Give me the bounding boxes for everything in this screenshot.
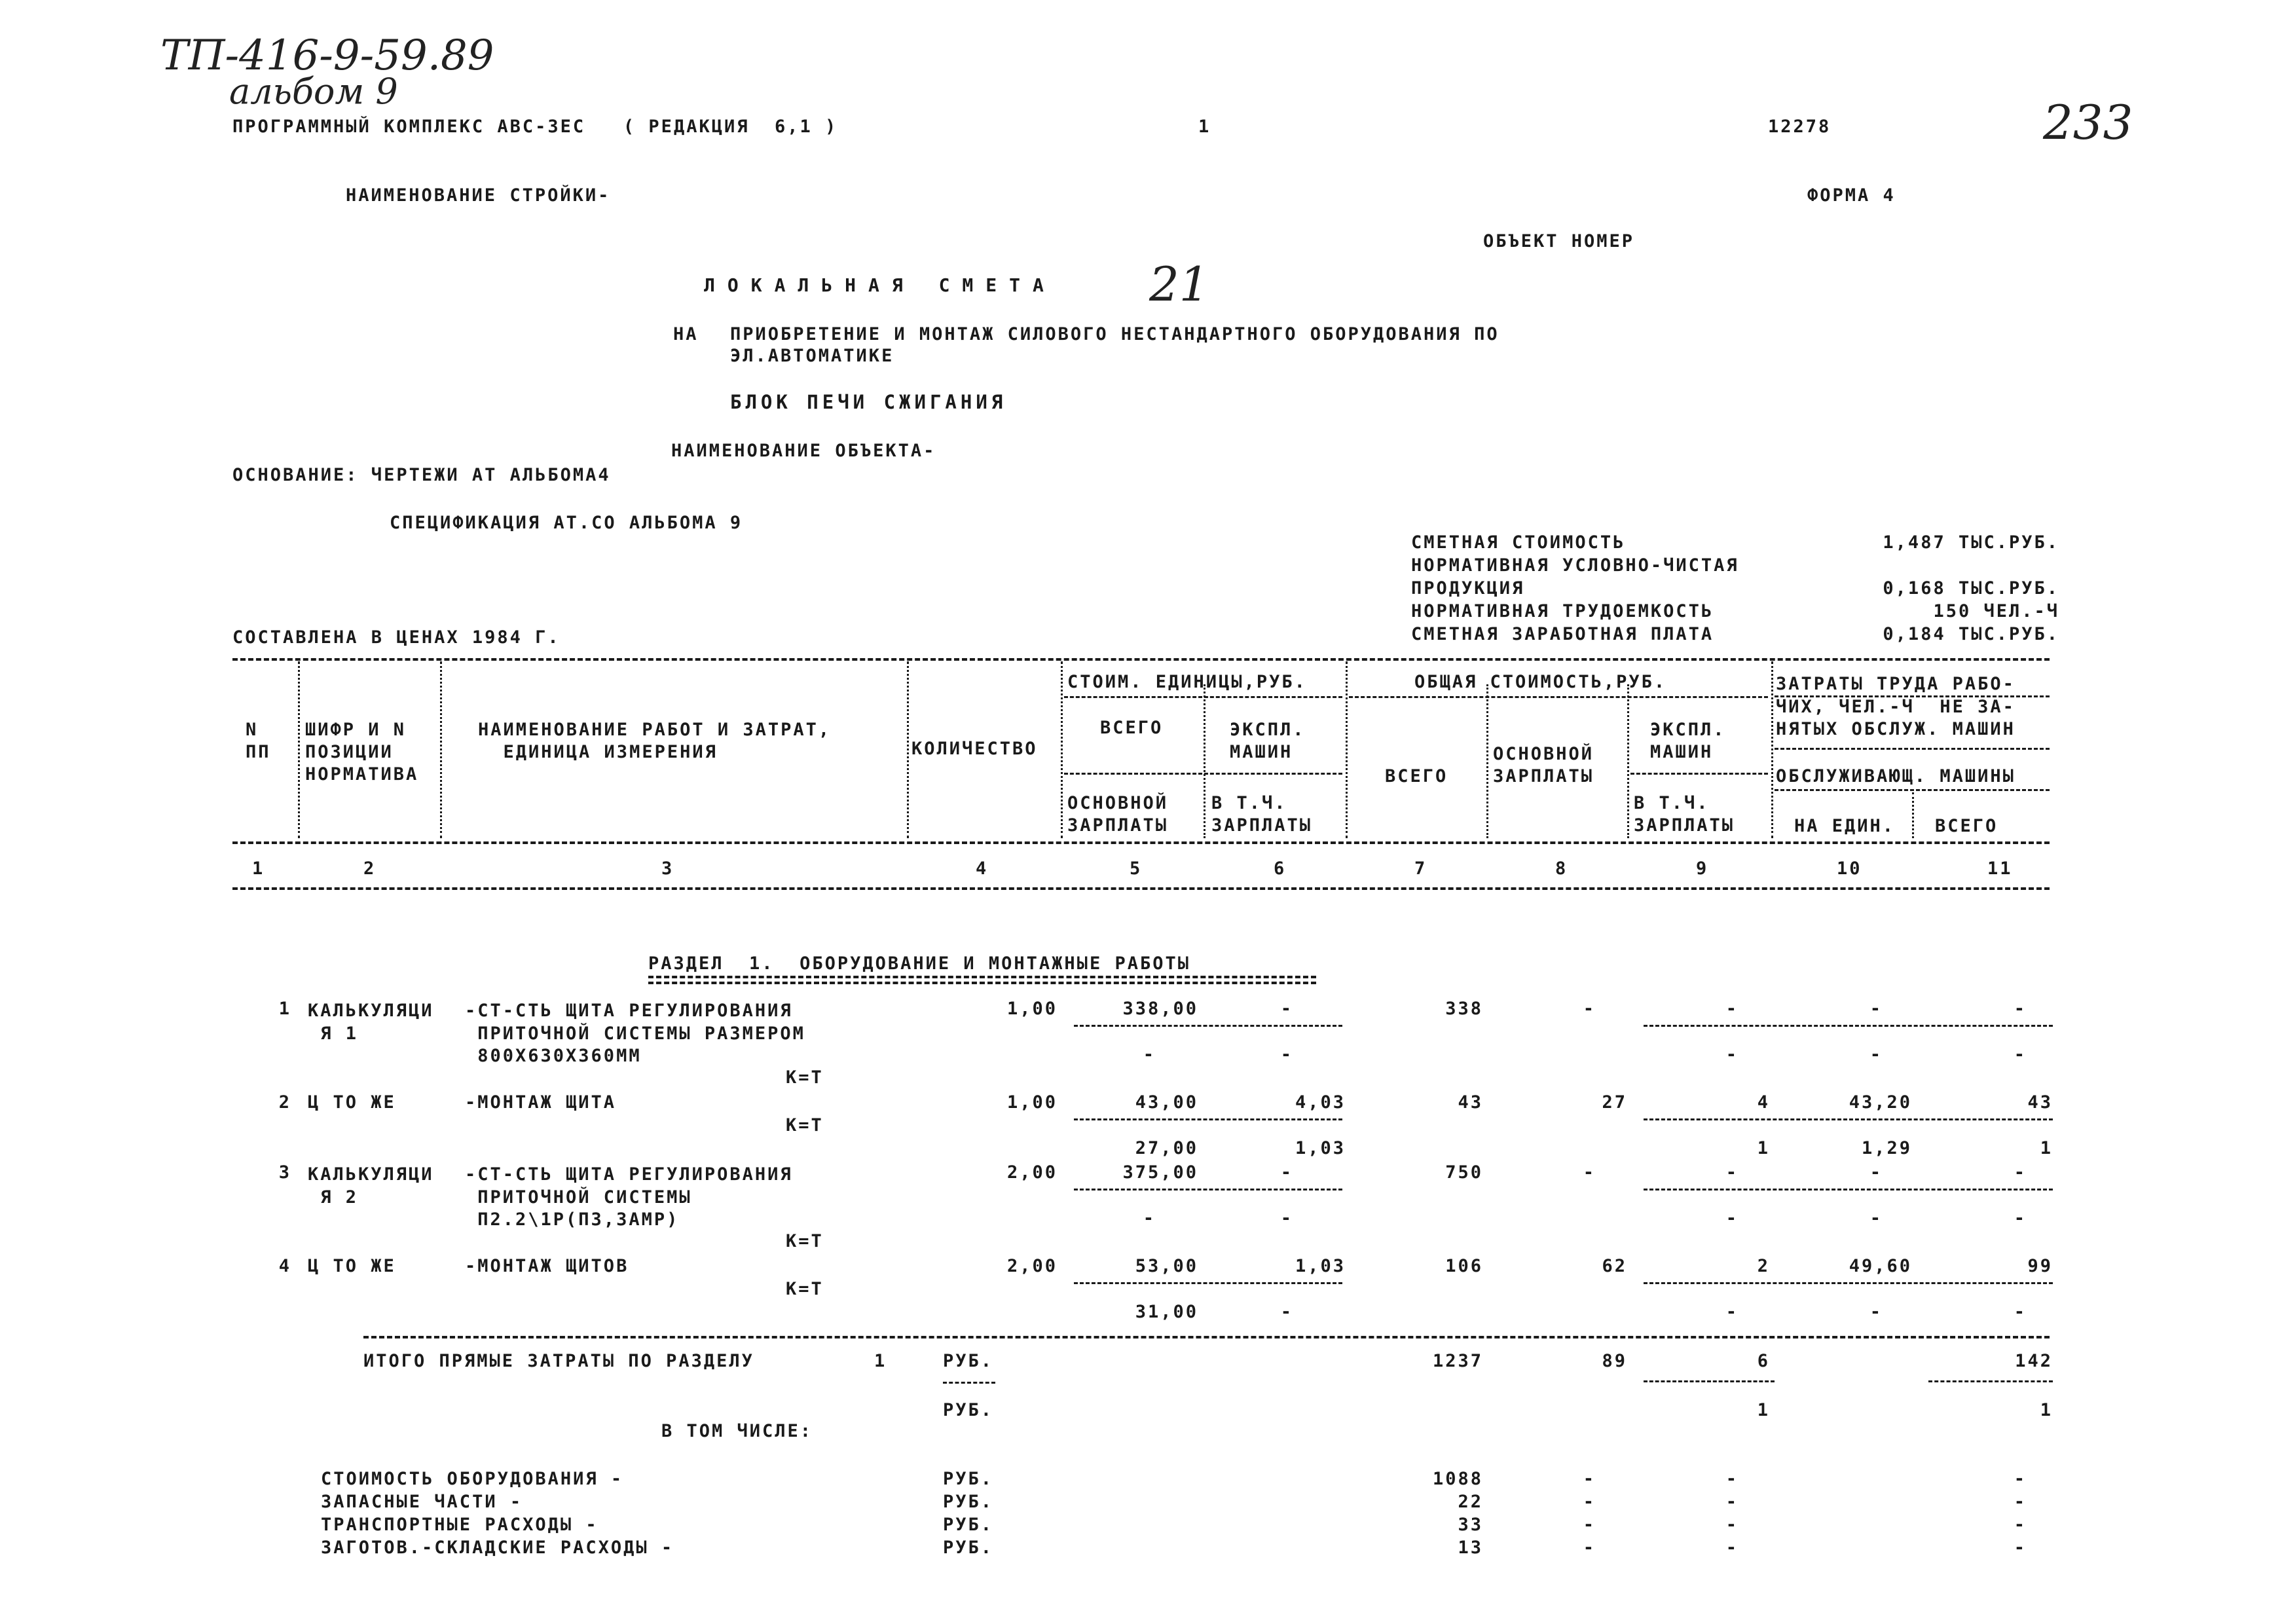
totals-basic-wage: 89	[1602, 1351, 1627, 1371]
header-col-5a: ВСЕГО	[1100, 718, 1164, 738]
form-label: ФОРМА 4	[1807, 185, 1896, 206]
breakdown-basic: -	[1583, 1492, 1596, 1512]
col-number: 7	[1414, 858, 1427, 879]
breakdown-label: ЗАПАСНЫЕ ЧАСТИ -	[321, 1492, 523, 1512]
row-total: 338	[1445, 999, 1483, 1019]
row-kt: К=Т	[786, 1067, 824, 1088]
row-machines-wage: -	[1725, 1302, 1739, 1322]
section-title: РАЗДЕЛ 1. ОБОРУДОВАНИЕ И МОНТАЖНЫЕ РАБОТЫ	[648, 953, 1190, 974]
breakdown-machines: -	[1725, 1538, 1739, 1558]
breakdown-machines: -	[1725, 1515, 1739, 1535]
table-row	[0, 1257, 2282, 1329]
handwritten-album: альбом 9	[229, 71, 398, 112]
header-col-2: ШИФР И N ПОЗИЦИИ НОРМАТИВА	[305, 720, 419, 784]
row-unit-machines: -	[1280, 999, 1293, 1019]
breakdown-basic: -	[1583, 1469, 1596, 1489]
col-number: 9	[1696, 858, 1709, 879]
breakdown-labor: -	[2014, 1538, 2027, 1558]
breakdown-total: 13	[1458, 1538, 1483, 1558]
object-name-label: НАИМЕНОВАНИЕ ОБЪЕКТА-	[671, 441, 936, 461]
breakdown-total: 1088	[1432, 1469, 1483, 1489]
summary-label: НОРМАТИВНАЯ УСЛОВНО-ЧИСТАЯ	[1411, 555, 1739, 576]
header-col-6b: В Т.Ч. ЗАРПЛАТЫ	[1211, 793, 1313, 836]
row-name: -МОНТАЖ ЩИТА	[465, 1092, 617, 1113]
summary-label: НОРМАТИВНАЯ ТРУДОЕМКОСТЬ	[1411, 601, 1714, 621]
summary-value: 150 ЧЕЛ.-Ч	[1933, 601, 2059, 621]
col-number: 4	[976, 858, 989, 879]
totals-labor: 142	[2015, 1351, 2053, 1371]
summary-label: ПРОДУКЦИЯ	[1411, 578, 1525, 599]
row-quantity: 2,00	[1006, 1256, 1058, 1276]
row-unit-machine-wage: -	[1280, 1208, 1293, 1228]
breakdown-label: ТРАНСПОРТНЫЕ РАСХОДЫ -	[321, 1515, 598, 1535]
breakdown-basic: -	[1583, 1515, 1596, 1535]
row-labor-total: 43	[2027, 1092, 2053, 1113]
header-col-11: ВСЕГО	[1935, 816, 1998, 836]
row-name: -СТ-СТЬ ЩИТА РЕГУЛИРОВАНИЯ ПРИТОЧНОЙ СИСТЕМЫ РАЗМЕРОМ 800Х630Х360ММ	[465, 1001, 805, 1067]
row-unit-total: 43,00	[1135, 1092, 1198, 1113]
totals-unit-2: РУБ.	[943, 1400, 994, 1420]
row-labor-unit: 49,60	[1849, 1256, 1912, 1276]
header-col-4: КОЛИЧЕСТВО	[911, 739, 1038, 759]
totals-unit: РУБ.	[943, 1351, 994, 1371]
breakdown-labor: -	[2014, 1515, 2027, 1535]
row-code: Ц ТО ЖЕ	[308, 1092, 396, 1113]
column-numbers-rule	[232, 887, 2050, 890]
col-number: 11	[1987, 858, 2013, 879]
summary-value: 0,168 ТЫС.РУБ.	[1883, 578, 2059, 599]
row-unit-total: 375,00	[1122, 1162, 1198, 1183]
header-labor-rule-2	[1775, 748, 2050, 750]
breakdown-unit: РУБ.	[943, 1469, 994, 1489]
row-total: 43	[1458, 1092, 1483, 1113]
row-labor-total: -	[2014, 1162, 2027, 1183]
price-basis: СОСТАВЛЕНА В ЦЕНАХ 1984 Г.	[232, 627, 561, 648]
breakdown-total: 22	[1458, 1492, 1483, 1512]
row-labor-unit-2: -	[1869, 1302, 1883, 1322]
breakdown-machines: -	[1725, 1469, 1739, 1489]
row-labor-unit: -	[1869, 1162, 1883, 1183]
row-number: 1	[278, 999, 291, 1019]
header-labor-rule-1	[1775, 695, 2050, 697]
row-labor-total: -	[2014, 999, 2027, 1019]
row-labor-unit-2: -	[1869, 1208, 1883, 1228]
breakdown-label: СТОИМОСТЬ ОБОРУДОВАНИЯ -	[321, 1469, 624, 1489]
totals-machine-rule	[1644, 1380, 1775, 1382]
row-machines: -	[1725, 999, 1739, 1019]
table-row	[0, 1094, 2282, 1166]
document-code: 12278	[1768, 117, 1831, 137]
header-col-10: НА ЕДИН.	[1794, 816, 1896, 836]
header-labor-rule-3	[1775, 789, 2050, 791]
header-unit-cost: СТОИМ. ЕДИНИЦЫ,РУБ.	[1067, 672, 1307, 692]
row-unit-wage: 27,00	[1135, 1138, 1198, 1158]
row-unit-wage: -	[1143, 1044, 1156, 1065]
totals-unit-rule	[943, 1382, 995, 1384]
row-quantity: 1,00	[1006, 1092, 1058, 1113]
row-kt: К=Т	[786, 1279, 824, 1299]
row-labor-unit: -	[1869, 999, 1883, 1019]
breakdown-labor: -	[2014, 1469, 2027, 1489]
header-col-8: ОСНОВНОЙ ЗАРПЛАТЫ	[1493, 744, 1594, 786]
col-number: 8	[1555, 858, 1568, 879]
totals-label: ИТОГО ПРЯМЫЕ ЗАТРАТЫ ПО РАЗДЕЛУ	[363, 1351, 754, 1371]
header-labor: ЗАТРАТЫ ТРУДА РАБО- ЧИХ, ЧЕЛ.-Ч НЕ ЗА- НЯТЫХ ОБСЛУЖ. МАШИН	[1776, 674, 2015, 740]
row-labor-total-2: -	[2014, 1044, 2027, 1065]
breakdown-labor: -	[2014, 1492, 2027, 1512]
row-unit-machines: 4,03	[1295, 1092, 1346, 1113]
row-kt: К=Т	[786, 1231, 824, 1251]
row-unit-total: 53,00	[1135, 1256, 1198, 1276]
row-unit-wage: -	[1143, 1208, 1156, 1228]
totals-labor-rule	[1928, 1380, 2053, 1382]
row-basic-wage: -	[1583, 1162, 1596, 1183]
header-col-6a: ЭКСПЛ. МАШИН	[1230, 720, 1306, 762]
summary-label: СМЕТНАЯ СТОИМОСТЬ	[1411, 532, 1626, 553]
row-unit-wage: 31,00	[1135, 1302, 1198, 1322]
totals-machines-wage: 1	[1757, 1400, 1770, 1420]
handwritten-estimate-number: 21	[1149, 257, 1209, 312]
header-col-7: ВСЕГО	[1385, 766, 1448, 786]
summary-label: СМЕТНАЯ ЗАРАБОТНАЯ ПЛАТА	[1411, 624, 1714, 644]
header-total-cost-rule	[1349, 696, 1768, 698]
breakdown-total: 33	[1458, 1515, 1483, 1535]
including-label: В ТОМ ЧИСЛЕ:	[661, 1421, 813, 1441]
row-number: 3	[278, 1162, 291, 1183]
estimate-title: ЛОКАЛЬНАЯ СМЕТА	[704, 274, 1056, 296]
row-machines-wage: 1	[1757, 1138, 1770, 1158]
block-name: БЛОК ПЕЧИ СЖИГАНИЯ	[730, 391, 1007, 413]
breakdown-label: ЗАГОТОВ.-СКЛАДСКИЕ РАСХОДЫ -	[321, 1538, 674, 1558]
totals-total: 1237	[1432, 1351, 1483, 1371]
object-number-label: ОБЪЕКТ НОМЕР	[1483, 231, 1635, 251]
col-number: 5	[1130, 858, 1143, 879]
summary-value: 1,487 ТЫС.РУБ.	[1883, 532, 2059, 553]
row-number: 4	[278, 1256, 291, 1276]
row-code: КАЛЬКУЛЯЦИ Я 2	[308, 1164, 434, 1208]
row-basic-wage: -	[1583, 999, 1596, 1019]
breakdown-basic: -	[1583, 1538, 1596, 1558]
row-machines-wage: -	[1725, 1208, 1739, 1228]
row-labor-unit-2: -	[1869, 1044, 1883, 1065]
table-row	[0, 1164, 2282, 1262]
subject-prefix: НА	[673, 324, 699, 344]
header-col-9a: ЭКСПЛ. МАШИН	[1650, 720, 1726, 762]
row-machines: -	[1725, 1162, 1739, 1183]
row-labor-total: 99	[2027, 1256, 2053, 1276]
header-col-3: НАИМЕНОВАНИЕ РАБОТ И ЗАТРАТ, ЕДИНИЦА ИЗМЕРЕНИЯ	[478, 720, 832, 762]
program-line: ПРОГРАММНЫЙ КОМПЛЕКС АВС-3ЕС ( РЕДАКЦИЯ 6,1 )	[232, 117, 838, 137]
section-title-underline	[648, 976, 1316, 984]
row-unit-machine-wage: 1,03	[1295, 1138, 1346, 1158]
row-total: 106	[1445, 1256, 1483, 1276]
col-number: 3	[661, 858, 674, 879]
construction-name-label: НАИМЕНОВАНИЕ СТРОЙКИ-	[346, 185, 611, 206]
row-number: 2	[278, 1092, 291, 1113]
header-col-1: N ПП	[246, 720, 271, 762]
basis-line: ОСНОВАНИЕ: ЧЕРТЕЖИ АТ АЛЬБОМА4	[232, 465, 611, 485]
row-machines-wage: -	[1725, 1044, 1739, 1065]
table-top-rule	[232, 658, 2050, 661]
row-unit-machine-wage: -	[1280, 1302, 1293, 1322]
specification-line: СПЕЦИФИКАЦИЯ АТ.СО АЛЬБОМА 9	[390, 513, 743, 533]
header-total-cost: ОБЩАЯ СТОИМОСТЬ,РУБ.	[1414, 672, 1667, 692]
summary-value: 0,184 ТЫС.РУБ.	[1883, 624, 2059, 644]
row-machines: 2	[1757, 1256, 1770, 1276]
header-labor-machines: ОБСЛУЖИВАЮЩ. МАШИНЫ	[1776, 766, 2015, 786]
breakdown-machines: -	[1725, 1492, 1739, 1512]
row-unit-machines: -	[1280, 1162, 1293, 1183]
row-name: -СТ-СТЬ ЩИТА РЕГУЛИРОВАНИЯ ПРИТОЧНОЙ СИСТЕМЫ П2.2\1Р(П3,3АМР)	[465, 1164, 793, 1230]
row-labor-unit: 43,20	[1849, 1092, 1912, 1113]
row-total: 750	[1445, 1162, 1483, 1183]
row-code: Ц ТО ЖЕ	[308, 1256, 396, 1276]
totals-section: 1	[874, 1351, 887, 1371]
header-unit-cost-rule	[1064, 696, 1342, 698]
row-labor-total-2: -	[2014, 1302, 2027, 1322]
row-quantity: 1,00	[1006, 999, 1058, 1019]
row-basic-wage: 62	[1602, 1256, 1627, 1276]
header-unit-cost-sub-rule	[1064, 773, 1342, 775]
breakdown-unit: РУБ.	[943, 1515, 994, 1535]
subject-line-2: ЭЛ.АВТОМАТИКЕ	[730, 346, 894, 366]
handwritten-page-number: 233	[2043, 95, 2133, 150]
row-code: КАЛЬКУЛЯЦИ Я 1	[308, 1001, 434, 1044]
page-indicator: 1	[1198, 117, 1211, 137]
row-labor-unit-2: 1,29	[1861, 1138, 1912, 1158]
row-labor-total-2: 1	[2040, 1138, 2053, 1158]
totals-labor-2: 1	[2040, 1400, 2053, 1420]
col-number: 10	[1837, 858, 1862, 879]
totals-top-rule	[363, 1336, 2050, 1338]
row-unit-machine-wage: -	[1280, 1044, 1293, 1065]
row-unit-total: 338,00	[1122, 999, 1198, 1019]
header-col-5b: ОСНОВНОЙ ЗАРПЛАТЫ	[1067, 793, 1169, 836]
col-number: 6	[1274, 858, 1287, 879]
row-unit-machines: 1,03	[1295, 1256, 1346, 1276]
row-basic-wage: 27	[1602, 1092, 1627, 1113]
breakdown-unit: РУБ.	[943, 1492, 994, 1512]
totals-machines: 6	[1757, 1351, 1770, 1371]
header-col-9-rule	[1630, 773, 1768, 775]
row-quantity: 2,00	[1006, 1162, 1058, 1183]
handwritten-project-code: ТП-416-9-59.89	[160, 31, 494, 80]
col-number: 1	[252, 858, 265, 879]
subject-line-1: ПРИОБРЕТЕНИЕ И МОНТАЖ СИЛОВОГО НЕСТАНДАРТНОГО ОБОРУДОВАНИЯ ПО	[730, 324, 1500, 344]
row-name: -МОНТАЖ ЩИТОВ	[465, 1256, 629, 1276]
col-number: 2	[363, 858, 377, 879]
breakdown-unit: РУБ.	[943, 1538, 994, 1558]
header-col-9b: В Т.Ч. ЗАРПЛАТЫ	[1634, 793, 1735, 836]
row-kt: К=Т	[786, 1115, 824, 1135]
row-labor-total-2: -	[2014, 1208, 2027, 1228]
row-machines: 4	[1757, 1092, 1770, 1113]
